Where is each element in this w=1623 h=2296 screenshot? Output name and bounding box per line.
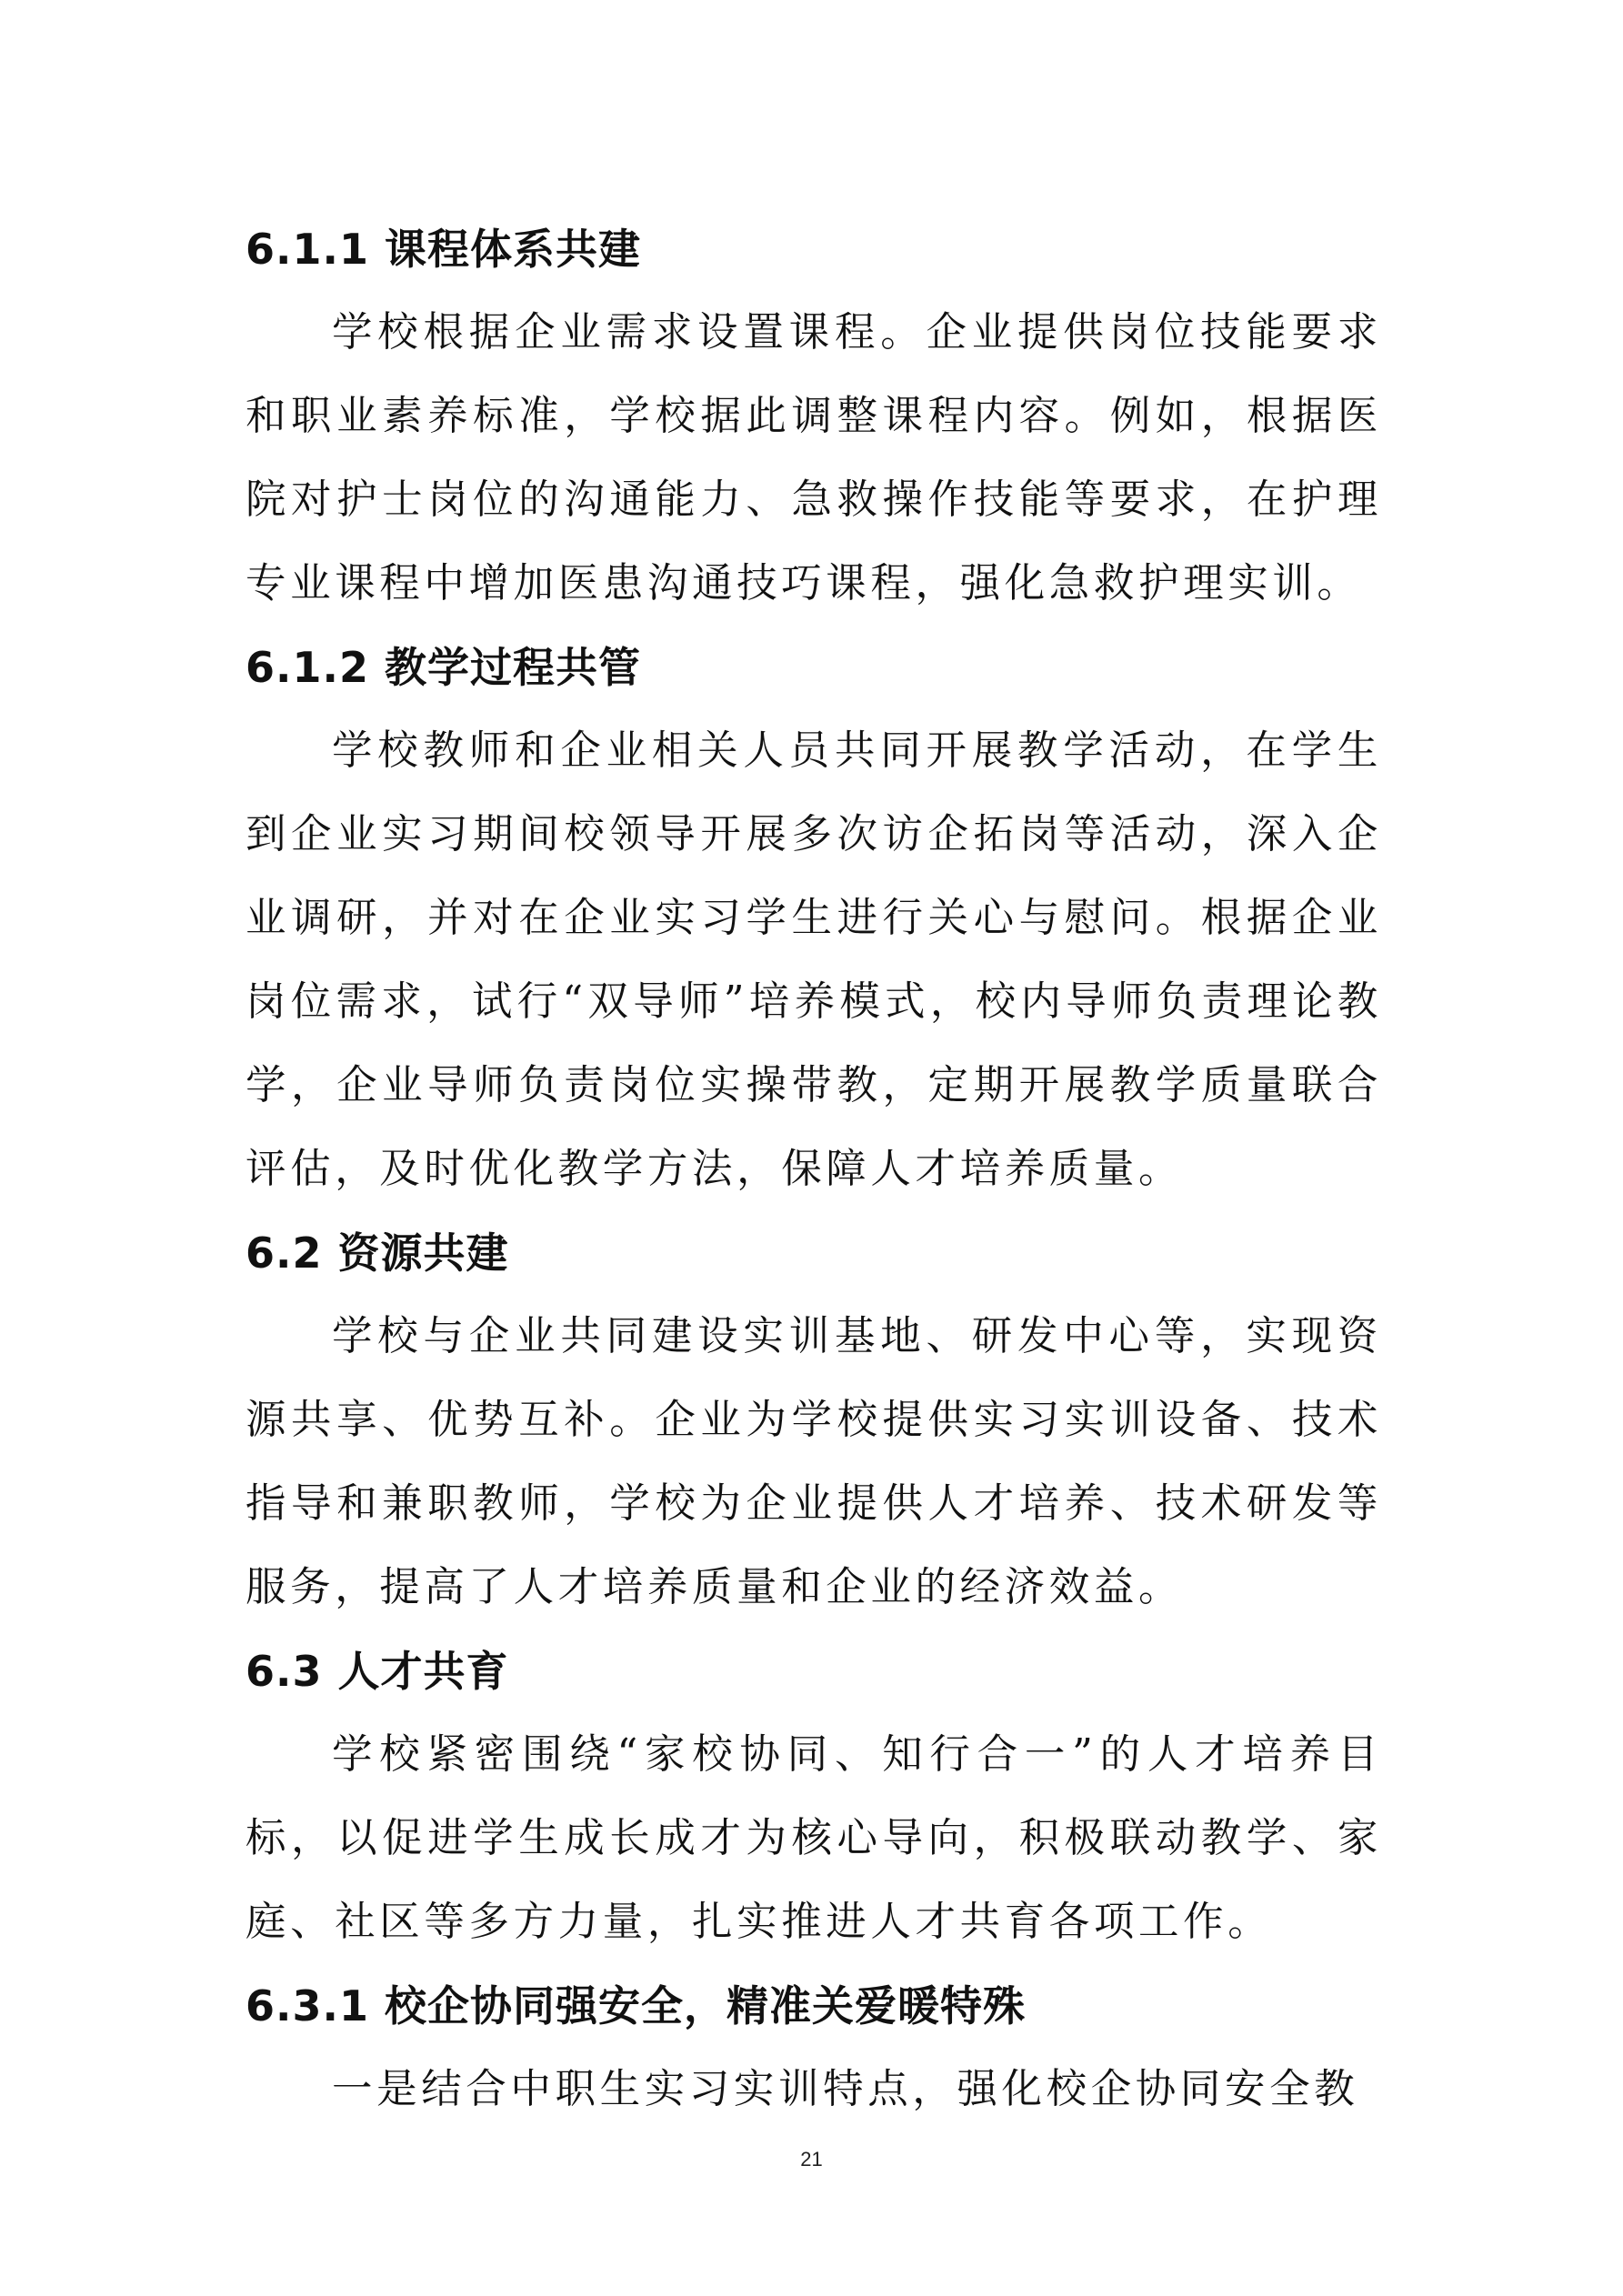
section-body-6-2: 学校与企业共同建设实训基地、研发中心等，实现资源共享、优势互补。企业为学校提供实习实训设备、技术指导和兼职教师，学校为企业提供人才培养、技术研发等服务，提高了人才培养质量和企业的经济效益。: [245, 1313, 1382, 1610]
section-body-6-3: 学校紧密围绕“家校协同、知行合一”的人才培养目标，以促进学生成长成才为核心导向，积极联动教学、家庭、社区等多方力量，扎实推进人才共育各项工作。: [245, 1731, 1382, 1945]
section-body-6-1-1: 学校根据企业需求设置课程。企业提供岗位技能要求和职业素养标准，学校据此调整课程内容。例如，根据医院对护士岗位的沟通能力、急救操作技能等要求，在护理专业课程中增加医患沟通技巧课程，强化急救护理实训。: [245, 309, 1382, 607]
section-body-6-1-2: 学校教师和企业相关人员共同开展教学活动，在学生到企业实习期间校领导开展多次访企拓岗等活动，深入企业调研，并对在企业实习学生进行关心与慰问。根据企业岗位需求，试行“双导师”培养模式，校内导师负责理论教学，企业导师负责岗位实操带教，定期开展教学质量联合评估，及时优化教学方法，保障人才培养质量。: [245, 727, 1382, 1192]
section-heading-6-2: 6.2 资源共建: [245, 1228, 509, 1278]
section-heading-6-1-1: 6.1.1 课程体系共建: [245, 225, 641, 274]
section-body-6-3-1: 一是结合中职生实习实训特点，强化校企协同安全教: [332, 2066, 1359, 2112]
section-heading-6-1-2: 6.1.2 教学过程共管: [245, 643, 641, 692]
section-heading-6-3: 6.3 人才共育: [245, 1647, 509, 1696]
page-content: [245, 207, 1382, 2131]
section-heading-6-3-1: 6.3.1 校企协同强安全，精准关爱暖特殊: [245, 1981, 1026, 2030]
page-number: 21: [800, 2148, 823, 2171]
